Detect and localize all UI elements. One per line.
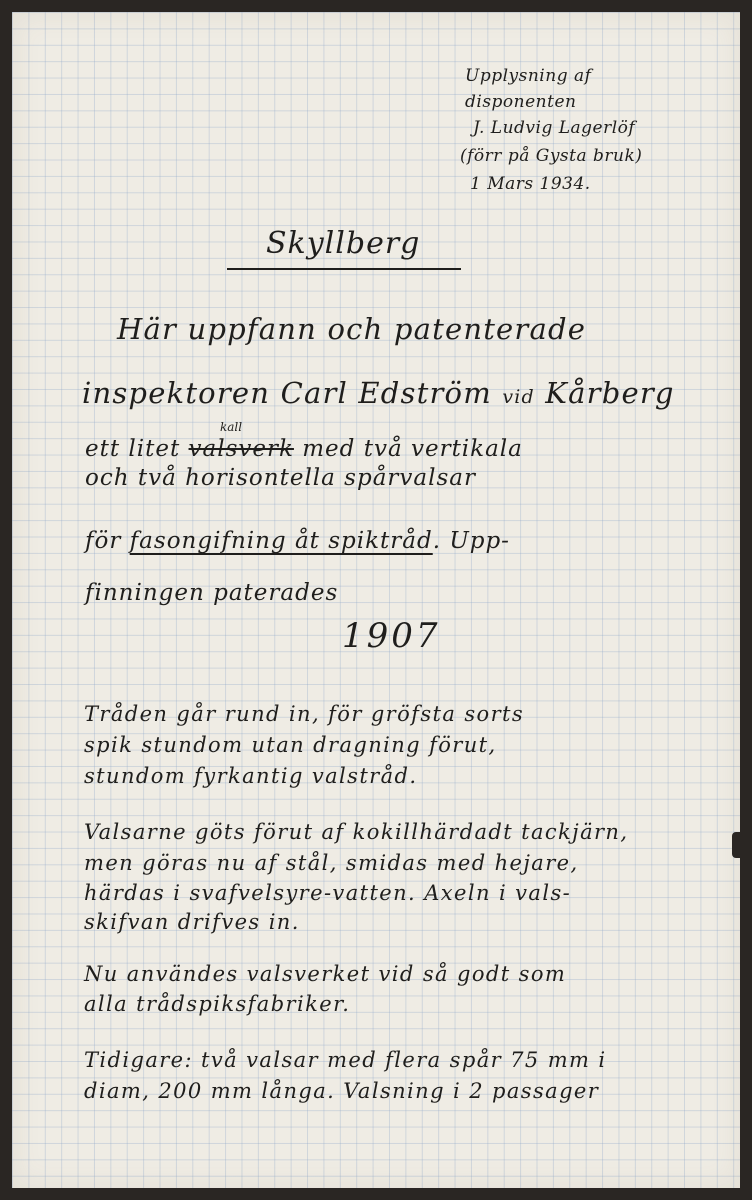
paragraph-5-line-1: Tidigare: två valsar med flera spår 75 mm i bbox=[84, 1048, 607, 1072]
title-underline bbox=[227, 268, 461, 270]
source-note-line-1: Upplysning af bbox=[465, 66, 592, 86]
struck-word: valsverk bbox=[188, 436, 294, 462]
paragraph-4-line-2: alla trådspiksfabriker. bbox=[84, 992, 351, 1016]
underlined-phrase: fasongifning åt spiktråd bbox=[129, 528, 433, 554]
paragraph-1-line-1: Här uppfann och patenterade bbox=[117, 312, 587, 346]
page-title: Skyllberg bbox=[266, 226, 421, 261]
paragraph-3-line-2: men göras nu af stål, smidas med hejare, bbox=[84, 851, 579, 875]
paragraph-1-line-4: och två horisontella spårvalsar bbox=[85, 465, 476, 491]
paragraph-3-line-4: skifvan drifves in. bbox=[84, 910, 300, 934]
paragraph-2-line-2: spik stundom utan dragning förut, bbox=[84, 733, 497, 757]
paragraph-1-line-5: för fasongifning åt spiktråd. Upp- bbox=[85, 528, 510, 554]
paragraph-1-line-2: inspektoren Carl Edström vid Kårberg bbox=[82, 376, 675, 410]
paragraph-2-line-1: Tråden går rund in, för gröfsta sorts bbox=[84, 702, 525, 726]
source-note-line-5: 1 Mars 1934. bbox=[470, 174, 591, 194]
paragraph-2-line-3: stundom fyrkantig valstråd. bbox=[84, 764, 418, 788]
paragraph-4-line-1: Nu användes valsverket vid så godt som bbox=[84, 962, 567, 986]
paragraph-3-line-3: härdas i svafvelsyre-vatten. Axeln i vals- bbox=[84, 881, 572, 905]
paragraph-5-line-2: diam, 200 mm långa. Valsning i 2 passager bbox=[84, 1079, 600, 1103]
source-note-line-2: disponenten bbox=[465, 92, 577, 112]
source-note-line-3: J. Ludvig Lagerlöf bbox=[473, 118, 636, 138]
source-note-line-4: (förr på Gysta bruk) bbox=[460, 146, 643, 166]
page-edge-notch bbox=[732, 832, 740, 858]
paragraph-3-line-1: Valsarne göts förut af kokillhärdadt tackjärn, bbox=[84, 820, 629, 844]
inserted-word: kall bbox=[220, 420, 243, 434]
paragraph-1-line-3: ett litet valsverk med två vertikala bbox=[85, 436, 523, 462]
manuscript-page bbox=[12, 12, 740, 1188]
paragraph-1-line-6: finningen paterades bbox=[85, 580, 339, 606]
year: 1907 bbox=[342, 616, 441, 656]
